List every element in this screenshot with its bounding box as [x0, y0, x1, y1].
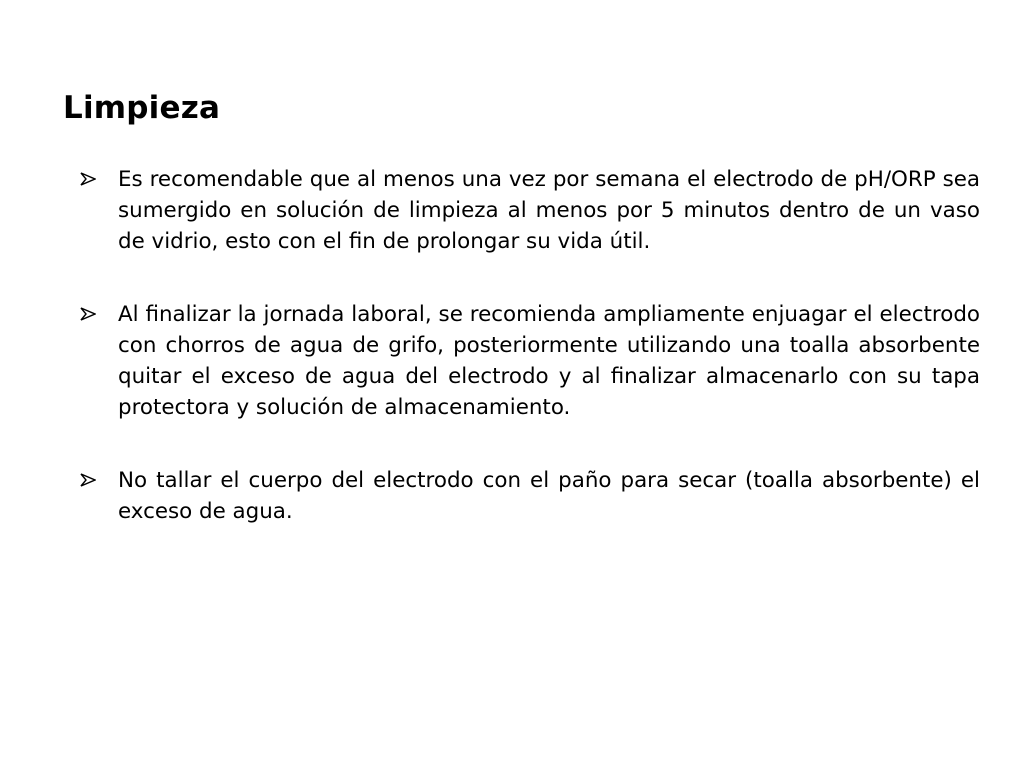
arrow-bullet-icon [80, 172, 96, 186]
bullet-item [80, 299, 980, 423]
arrow-bullet-icon [80, 473, 96, 487]
arrow-bullet-icon [80, 307, 96, 321]
bullet-text: No tallar el cuerpo del electrodo con el paño para secar (toalla absorbente) el exceso de agua. [118, 468, 980, 524]
bullet-item [80, 465, 980, 527]
bullet-text: Es recomendable que al menos una vez por semana el electrodo de pH/ORP sea sumergido en solución de limpieza al menos por 5 minutos dentro de un vaso de vidrio, esto con el fin de prolongar su vida útil. [118, 167, 980, 254]
bullet-item [80, 164, 980, 257]
bullet-list [80, 164, 980, 569]
bullet-text: Al finalizar la jornada laboral, se recomienda ampliamente enjuagar el electrodo con chorros de agua de grifo, posteriormente utilizando una toalla absorbente quitar el exceso de agua del electrodo y al finalizar almacenarlo con su tapa protectora y solución de almacenamiento. [118, 302, 980, 420]
slide-title: Limpieza [63, 90, 221, 126]
